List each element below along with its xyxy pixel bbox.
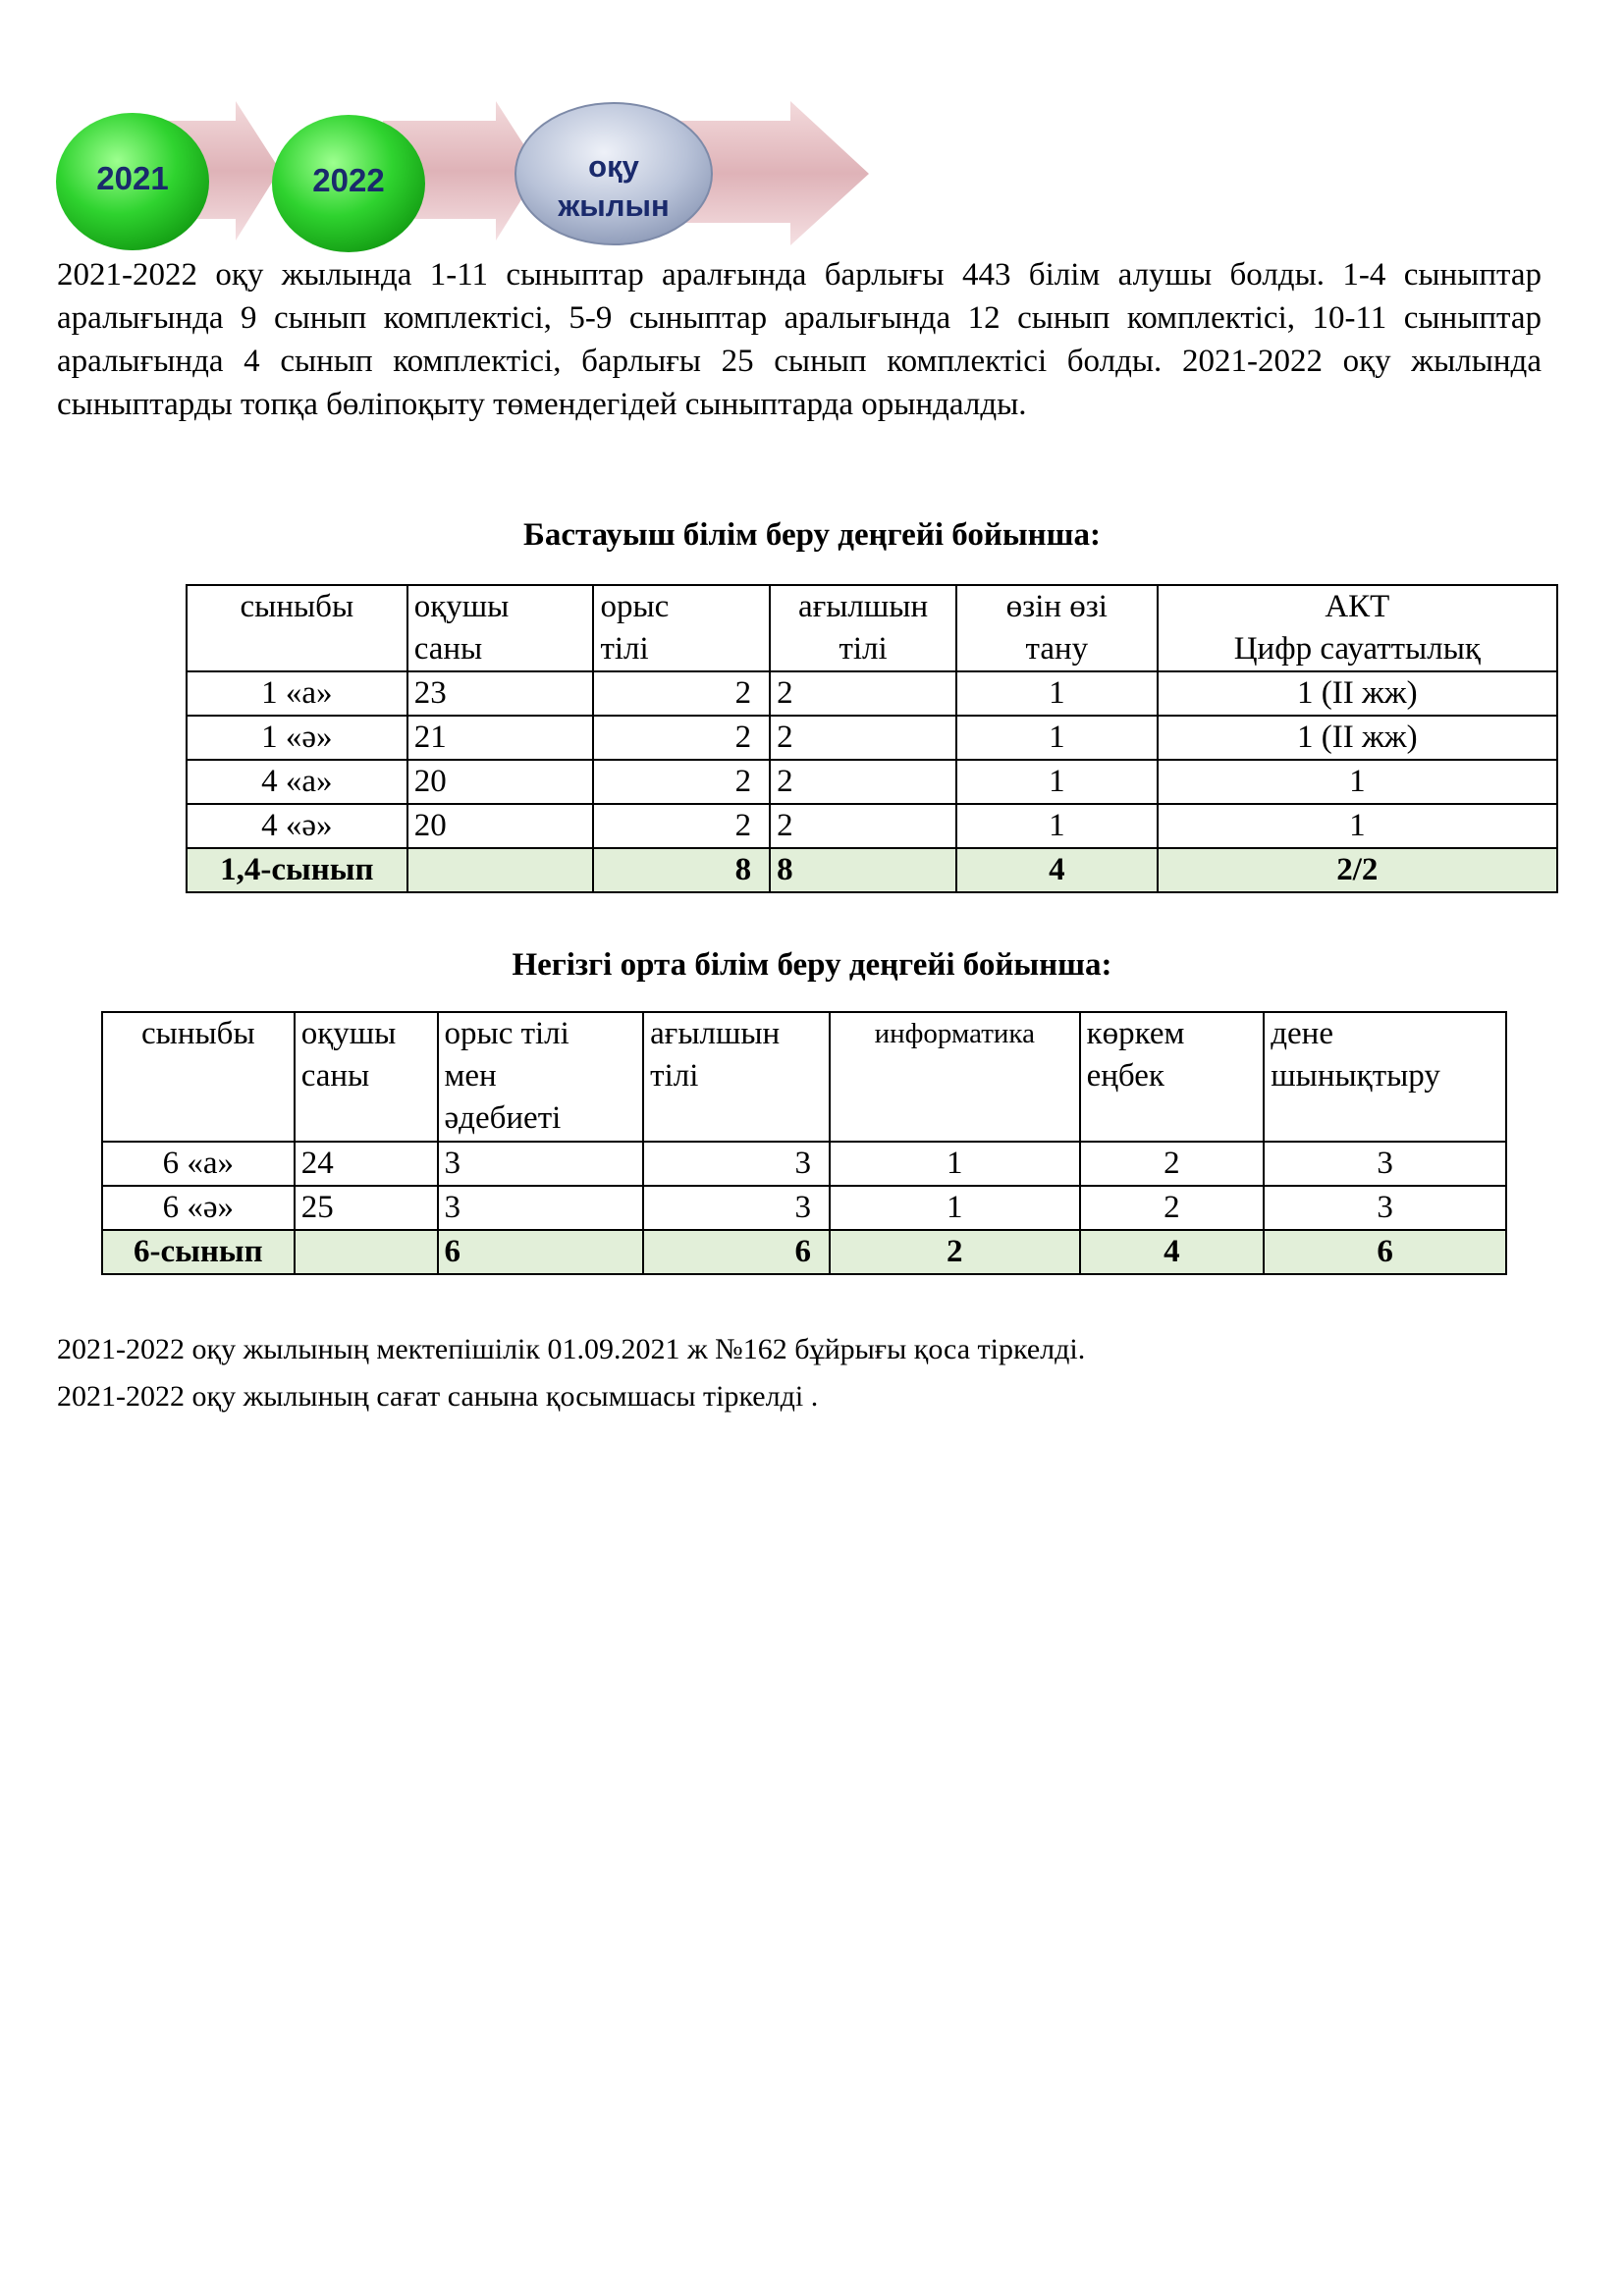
table-cell: 21 [407, 716, 594, 760]
oval-label [535, 147, 692, 226]
table-cell: 2 [770, 760, 956, 804]
primary-table [186, 584, 1558, 893]
table-cell: 3 [438, 1142, 644, 1186]
footer-note-order: 2021-2022 оқу жылының мектепішілік 01.09.2021 ж №162 бұйрығы қоса тіркелді. [57, 1333, 1086, 1365]
table-cell: 2 [770, 716, 956, 760]
table-cell: 6 «ә» [102, 1186, 295, 1230]
header-cell: сыныбы [187, 585, 407, 671]
oval-label-line1: оқу [588, 149, 639, 184]
table-cell: 2 [770, 671, 956, 716]
table-cell: 25 [295, 1186, 438, 1230]
table-cell: 1 [830, 1186, 1080, 1230]
table-cell: 4 «а» [187, 760, 407, 804]
header-cell: өзін өзі тану [956, 585, 1158, 671]
table-row [102, 1142, 1506, 1186]
table-cell [407, 848, 594, 892]
table-cell: 6-сынып [102, 1230, 295, 1274]
table-cell: 8 [770, 848, 956, 892]
table-cell: 2 [593, 760, 770, 804]
header-cell: ағылшын тілі [643, 1012, 830, 1142]
header-cell: оқушы саны [407, 585, 594, 671]
table-cell: 2 [593, 804, 770, 848]
table-cell: 1 (II жж) [1158, 716, 1557, 760]
table-cell: 1 «а» [187, 671, 407, 716]
table-cell: 6 [643, 1230, 830, 1274]
table-cell: 2 [593, 716, 770, 760]
table-cell: 3 [1264, 1186, 1506, 1230]
table-cell [295, 1230, 438, 1274]
header-cell: дене шынықтыру [1264, 1012, 1506, 1142]
table-cell: 2 [593, 671, 770, 716]
table-total-row [102, 1230, 1506, 1274]
table-cell: 24 [295, 1142, 438, 1186]
basic-section-title: Негізгі орта білім беру деңгейі бойынша: [512, 947, 1112, 983]
circle-label-2022: 2022 [312, 162, 385, 198]
table-row [187, 760, 1557, 804]
table-cell: 1 «ә» [187, 716, 407, 760]
table-cell: 6 [438, 1230, 644, 1274]
table-cell: 6 [1264, 1230, 1506, 1274]
header-cell: орыс тілі [593, 585, 770, 671]
table-cell: 1,4-сынып [187, 848, 407, 892]
table-cell: 3 [643, 1142, 830, 1186]
table-cell: 1 (II жж) [1158, 671, 1557, 716]
table-cell: 2 [830, 1230, 1080, 1274]
table-cell: 2/2 [1158, 848, 1557, 892]
header-cell: оқушы саны [295, 1012, 438, 1142]
header-cell: орыс тілі мен әдебиеті [438, 1012, 644, 1142]
table-cell: 1 [1158, 804, 1557, 848]
primary-section-title: Бастауыш білім беру деңгейі бойынша: [523, 517, 1101, 553]
table-cell: 23 [407, 671, 594, 716]
table-cell: 6 «а» [102, 1142, 295, 1186]
table-cell: 2 [1080, 1186, 1265, 1230]
table-row [187, 804, 1557, 848]
table-cell: 1 [830, 1142, 1080, 1186]
table-cell: 4 «ә» [187, 804, 407, 848]
header-cell: көркем еңбек [1080, 1012, 1265, 1142]
intro-paragraph: 2021-2022 оқу жылында 1-11 сыныптар аралғында барлығы 443 білім алушы болды. 1-4 сыныптар аралығында 9 сынып комплектісі, 5-9 сыныптар аралығында 12 сынып комплектісі, 10-11 сыныптар аралығында 4 сынып комплектісі, барлығы 25 сынып комплектісі болды. 2021-2022 оқу жылында сыныптарды топқа бөліпоқыту төмендегідей сыныптарда орындалды. [57, 257, 1542, 422]
table-cell: 3 [1264, 1142, 1506, 1186]
table-cell: 3 [438, 1186, 644, 1230]
header-cell: сыныбы [102, 1012, 295, 1142]
table-cell: 1 [956, 716, 1158, 760]
table-cell: 1 [956, 671, 1158, 716]
oval-label-line2: жылын [558, 188, 670, 223]
table-cell: 1 [1158, 760, 1557, 804]
table-cell: 2 [770, 804, 956, 848]
header-graphic [49, 93, 893, 260]
table-cell: 1 [956, 804, 1158, 848]
header-cell: информатика [830, 1012, 1080, 1142]
table-row [187, 716, 1557, 760]
header-cell: ағылшын тілі [770, 585, 956, 671]
basic-table [101, 1011, 1507, 1275]
table-cell: 3 [643, 1186, 830, 1230]
table-row [102, 1186, 1506, 1230]
table-total-row [187, 848, 1557, 892]
table-cell: 2 [1080, 1142, 1265, 1186]
table-header-row [187, 585, 1557, 671]
footer-note-hours: 2021-2022 оқу жылының сағат санына қосымшасы тіркелді . [57, 1380, 819, 1413]
table-cell: 8 [593, 848, 770, 892]
table-cell: 20 [407, 804, 594, 848]
table-cell: 4 [1080, 1230, 1265, 1274]
table-cell: 4 [956, 848, 1158, 892]
table-header-row [102, 1012, 1506, 1142]
circle-label-2021: 2021 [96, 160, 169, 196]
header-cell: АКТ Цифр сауаттылық [1158, 585, 1557, 671]
table-row [187, 671, 1557, 716]
table-cell: 20 [407, 760, 594, 804]
table-cell: 1 [956, 760, 1158, 804]
